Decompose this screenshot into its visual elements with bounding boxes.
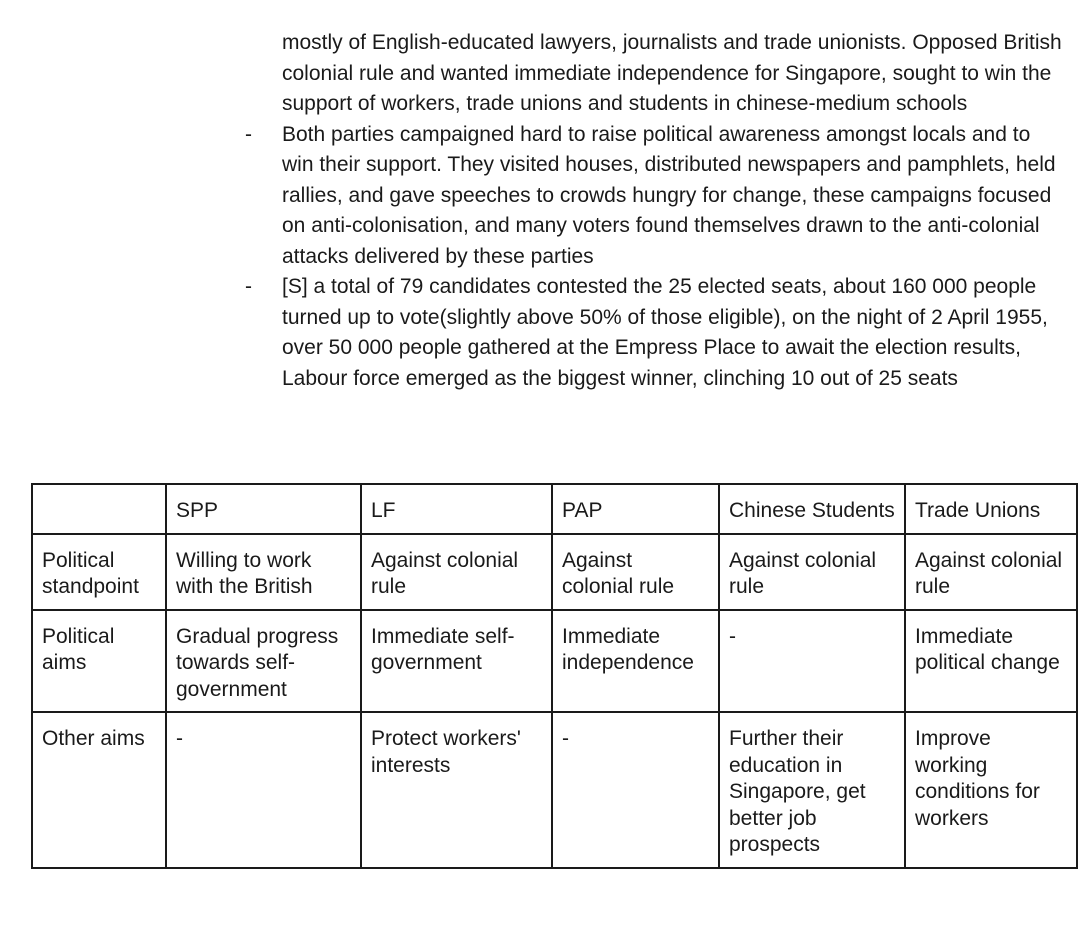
bullet-item bbox=[245, 272, 1065, 394]
table-header-row bbox=[32, 484, 1077, 534]
bullet-text: [S] a total of 79 candidates contested the 25 elected seats, about 160 000 people turned up to vote(slightly above 50% of those eligible), on the night of 2 April 1955, over 50 000 people gathered at the Empress Place to await the election results, Labour force emerged as the biggest winner, clinching 10 out of 25 seats bbox=[282, 275, 1048, 390]
table-cell: Improve working conditions for workers bbox=[905, 712, 1077, 868]
table-cell: Immediate political change bbox=[905, 610, 1077, 713]
continuation-paragraph: mostly of English-educated lawyers, journalists and trade unionists. Opposed British colonial rule and wanted immediate independence for Singapore, sought to win the support of workers, trade unions and students in chinese-medium schools bbox=[282, 31, 1062, 115]
table-cell: - bbox=[166, 712, 361, 868]
table-cell: Immediate independence bbox=[552, 610, 719, 713]
header-cell-chinese-students: Chinese Students bbox=[719, 484, 905, 534]
row-label-political-aims: Political aims bbox=[32, 610, 166, 713]
table-cell: Immediate self-government bbox=[361, 610, 552, 713]
table-cell: Willing to work with the British bbox=[166, 534, 361, 610]
table-cell: - bbox=[719, 610, 905, 713]
row-label-other-aims: Other aims bbox=[32, 712, 166, 868]
table-row bbox=[32, 712, 1077, 868]
bullet-marker: - bbox=[245, 275, 252, 298]
row-label-political-standpoint: Political standpoint bbox=[32, 534, 166, 610]
table-cell: Gradual progress towards self-government bbox=[166, 610, 361, 713]
header-cell-empty bbox=[32, 484, 166, 534]
table-cell: - bbox=[552, 712, 719, 868]
bullet-marker: - bbox=[245, 122, 252, 146]
table-row bbox=[32, 534, 1077, 610]
table-cell: Against colonial rule bbox=[719, 534, 905, 610]
header-cell-lf: LF bbox=[361, 484, 552, 534]
header-cell-pap: PAP bbox=[552, 484, 719, 534]
table-cell: Further their education in Singapore, get better job prospects bbox=[719, 712, 905, 868]
table-cell: Against colonial rule bbox=[361, 534, 552, 610]
table-cell: Protect workers' interests bbox=[361, 712, 552, 868]
table-row bbox=[32, 610, 1077, 713]
notes-section bbox=[245, 28, 1065, 394]
parties-comparison-table bbox=[31, 483, 1078, 869]
header-cell-trade-unions: Trade Unions bbox=[905, 484, 1077, 534]
bullet-item bbox=[245, 120, 1065, 273]
table-cell: Against colonial rule bbox=[552, 534, 719, 610]
table-cell: Against colonial rule bbox=[905, 534, 1077, 610]
header-cell-spp: SPP bbox=[166, 484, 361, 534]
bullet-text: Both parties campaigned hard to raise political awareness amongst locals and to win their support. They visited houses, distributed newspapers and pamphlets, held rallies, and gave speeches to crowds hungry for change, these campaigns focused on anti-colonisation, and many voters found themselves drawn to the anti-colonial attacks delivered by these parties bbox=[282, 122, 1056, 268]
